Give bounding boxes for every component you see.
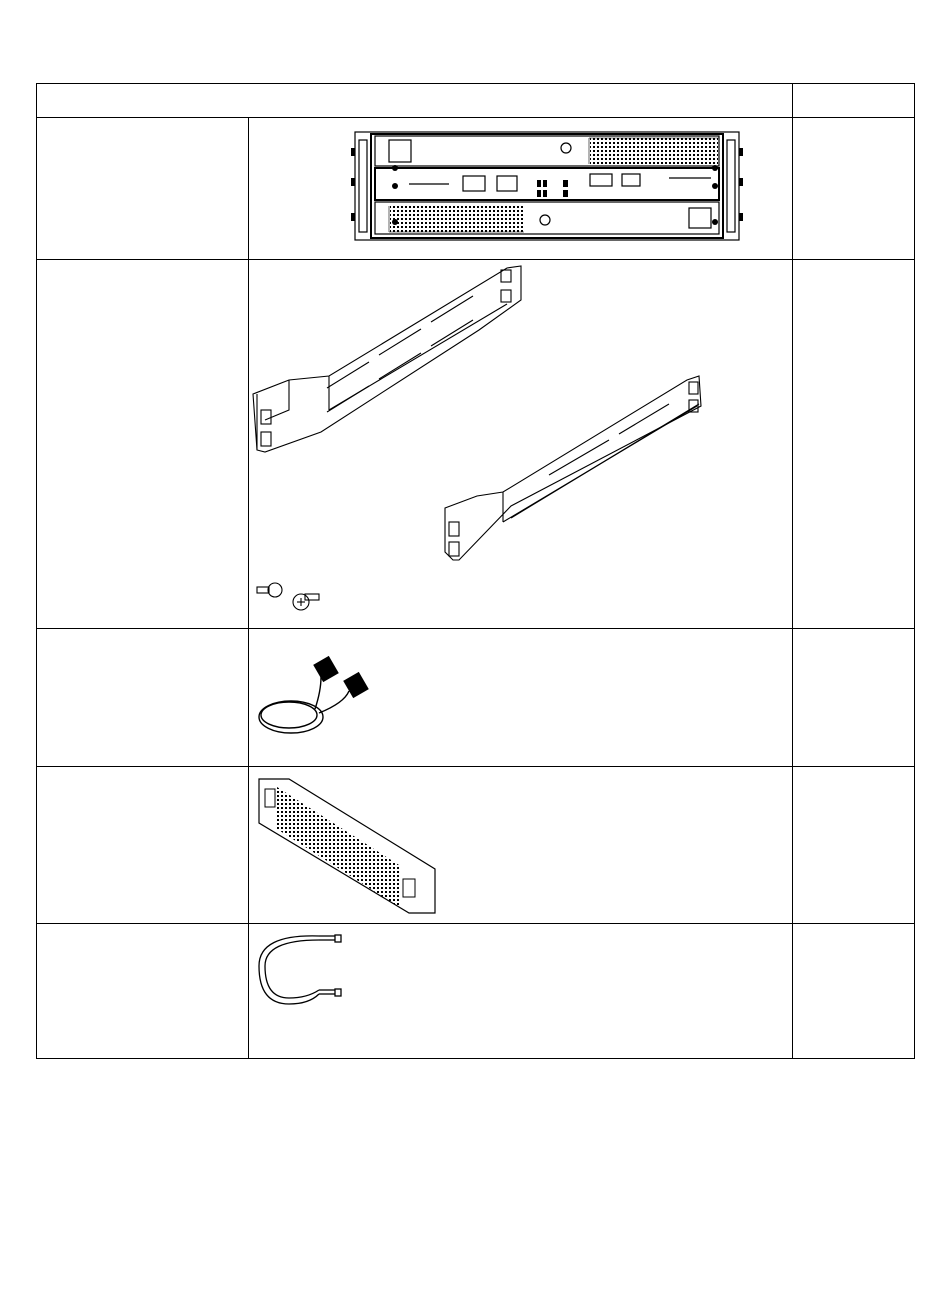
row-label-cell [37, 260, 249, 629]
table-header-row [37, 84, 915, 118]
header-qty-cell [793, 84, 915, 118]
row-qty-cell [793, 260, 915, 629]
row-image-cell [249, 767, 793, 924]
table-row [37, 260, 915, 629]
row-qty-cell [793, 629, 915, 767]
row-image-cell [249, 924, 793, 1059]
header-item-cell [37, 84, 793, 118]
storage-enclosure-rear-view-image [249, 118, 793, 260]
table-row [37, 629, 915, 767]
row-image-cell [249, 118, 793, 260]
row-label-cell [37, 118, 249, 260]
table-row [37, 924, 915, 1059]
row-label-cell [37, 924, 249, 1059]
row-label-cell [37, 767, 249, 924]
row-qty-cell [793, 767, 915, 924]
row-qty-cell [793, 118, 915, 260]
row-label-cell [37, 629, 249, 767]
power-cord-image [249, 629, 793, 767]
front-bezel-image [249, 767, 793, 924]
rail-kit-image [249, 260, 793, 629]
row-image-cell [249, 629, 793, 767]
fiber-optic-cable-image [249, 924, 793, 1059]
table-row [37, 767, 915, 924]
table-row [37, 118, 915, 260]
row-image-cell [249, 260, 793, 629]
parts-list-table [36, 83, 915, 1059]
row-qty-cell [793, 924, 915, 1059]
